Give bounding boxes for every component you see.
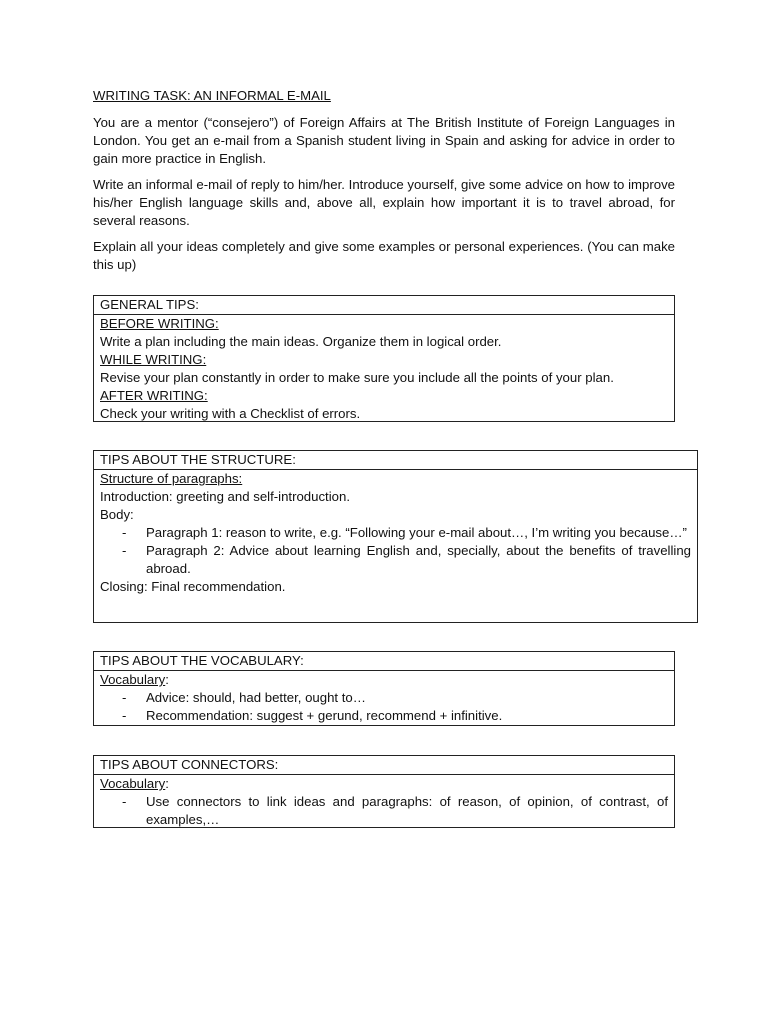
vocabulary-bullet-2: Recommendation: suggest + gerund, recommend + infinitive. [146, 708, 503, 723]
structure-subheading: Structure of paragraphs: [100, 471, 243, 486]
structure-body-label: Body: [100, 507, 134, 522]
vocabulary-tips-heading: TIPS ABOUT THE VOCABULARY: [94, 652, 674, 671]
structure-bullet-1: Paragraph 1: reason to write, e.g. “Following your e-mail about…, I’m writing you because…” [146, 525, 687, 540]
task-paragraph-3: Explain all your ideas completely and give some examples or personal experiences. (You can make this up) [93, 239, 675, 272]
vocabulary-colon: : [165, 672, 169, 687]
vocabulary-tips-box [93, 651, 675, 726]
connector-colon: : [165, 776, 169, 791]
vocabulary-subheading-line [100, 671, 668, 689]
connector-bullet-1: Use connectors to link ideas and paragraphs: of reason, of opinion, of contrast, of examples,… [146, 794, 668, 827]
list-item [100, 707, 668, 725]
connector-tips-body [94, 775, 674, 829]
general-tips-box [93, 295, 675, 422]
list-item [100, 689, 668, 707]
while-writing-text: Revise your plan constantly in order to make sure you include all the points of your plan. [100, 370, 614, 385]
task-section [93, 87, 675, 282]
bullet-dash: - [122, 794, 127, 809]
vocabulary-bullet-1: Advice: should, had better, ought to… [146, 690, 366, 705]
structure-closing: Closing: Final recommendation. [100, 579, 286, 594]
connector-subheading-line [100, 775, 668, 793]
task-paragraph-2: Write an informal e-mail of reply to him/her. Introduce yourself, give some advice on how to improve his/her English language skills and, above all, explain how important it is to travel abroad, for several reasons. [93, 177, 675, 228]
connector-tips-heading: TIPS ABOUT CONNECTORS: [94, 756, 674, 775]
vocabulary-tips-body [94, 671, 674, 725]
list-item [100, 793, 668, 829]
connector-tips-box [93, 755, 675, 828]
structure-introduction: Introduction: greeting and self-introduction. [100, 489, 350, 504]
structure-tips-heading: TIPS ABOUT THE STRUCTURE: [94, 451, 697, 470]
after-writing-text: Check your writing with a Checklist of errors. [100, 406, 361, 421]
before-writing-label: BEFORE WRITING: [100, 316, 219, 331]
general-tips-body [94, 315, 674, 423]
bullet-dash: - [122, 690, 127, 705]
list-item [100, 524, 691, 542]
vocabulary-subheading: Vocabulary [100, 672, 166, 687]
before-writing-text: Write a plan including the main ideas. Organize them in logical order. [100, 334, 502, 349]
list-item [100, 542, 691, 578]
structure-bullet-2: Paragraph 2: Advice about learning English and, specially, about the benefits of travelling abroad. [146, 543, 691, 576]
bullet-dash: - [122, 543, 127, 558]
task-paragraph-1: You are a mentor (“consejero”) of Foreign Affairs at The British Institute of Foreign Languages in London. You get an e-mail from a Spanish student living in Spain and asking for advice in order to gain more practice in English. [93, 115, 675, 166]
after-writing-label: AFTER WRITING: [100, 388, 208, 403]
general-tips-heading: GENERAL TIPS: [94, 296, 674, 315]
while-writing-label: WHILE WRITING: [100, 352, 207, 367]
structure-tips-body [94, 470, 697, 596]
bullet-dash: - [122, 708, 127, 723]
bullet-dash: - [122, 525, 127, 540]
connector-subheading: Vocabulary [100, 776, 166, 791]
task-title: WRITING TASK: AN INFORMAL E-MAIL [93, 88, 331, 103]
structure-tips-box [93, 450, 698, 623]
